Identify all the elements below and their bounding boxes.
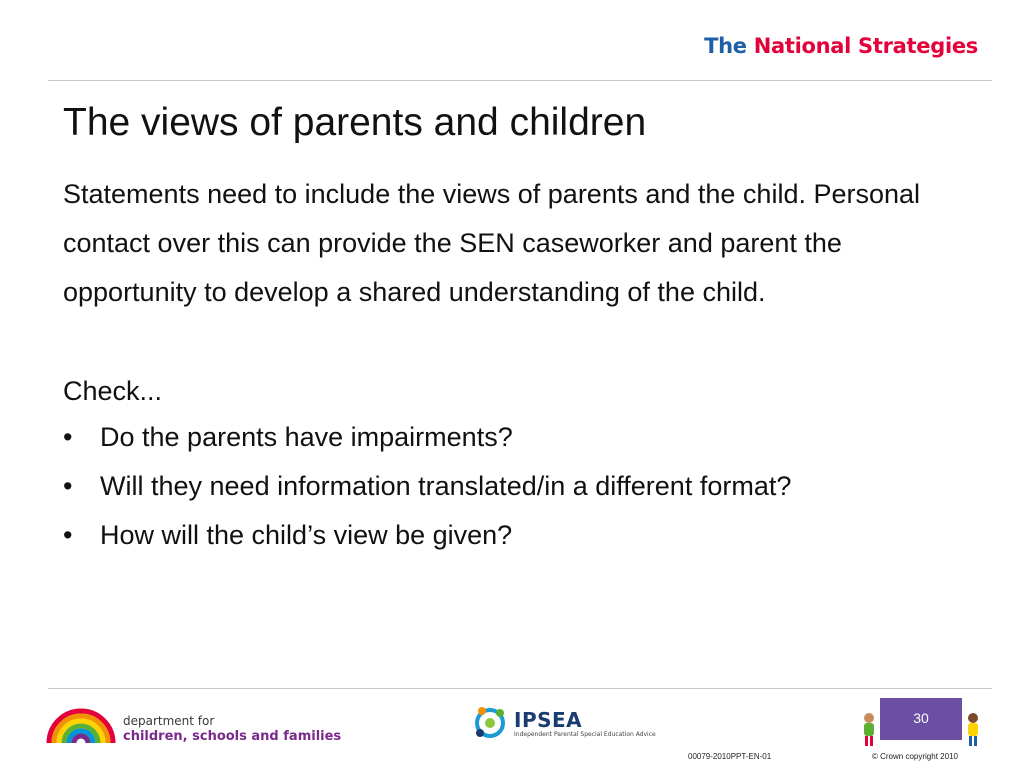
dcsf-logo-text	[123, 714, 341, 744]
bullet-glyph: •	[63, 471, 73, 501]
bullet-glyph: •	[63, 422, 73, 452]
slide-paragraph: Statements need to include the views of parents and the child. Personal contact over this can provide the SEN caseworker and parent the opportunity to develop a shared understanding of the child.	[63, 179, 921, 307]
page-number: 30	[913, 710, 929, 726]
ipsea-tagline: Independent Parental Special Education Advice	[514, 731, 656, 738]
child-figure-icon	[858, 712, 880, 748]
bullet-item	[63, 420, 968, 454]
bullet-text: How will the child’s view be given?	[100, 520, 513, 550]
dcsf-line1: department for	[123, 714, 215, 728]
child-figure-icon	[962, 712, 984, 748]
check-label: Check...	[63, 376, 163, 406]
slide-title: The views of parents and children	[63, 101, 647, 144]
dcsf-line2: children, schools and families	[123, 729, 342, 744]
bullet-text: Will they need information translated/in a different format?	[100, 471, 792, 501]
bullet-item	[63, 518, 968, 552]
footer-divider	[48, 688, 992, 689]
rainbow-logo-icon	[46, 705, 116, 745]
ipsea-logo-icon	[470, 703, 510, 743]
bullet-glyph: •	[63, 520, 73, 550]
brand-name: National Strategies	[753, 34, 978, 58]
bullet-text: Do the parents have impairments?	[100, 422, 513, 452]
copyright-notice: © Crown copyright 2010	[872, 752, 958, 761]
bullet-list	[63, 420, 968, 567]
bullet-item	[63, 469, 968, 503]
header-divider	[48, 80, 992, 81]
ipsea-name: IPSEA	[514, 708, 583, 732]
national-strategies-logo	[704, 34, 978, 58]
document-code: 00079-2010PPT-EN-01	[688, 752, 772, 761]
brand-the: The	[704, 34, 747, 58]
